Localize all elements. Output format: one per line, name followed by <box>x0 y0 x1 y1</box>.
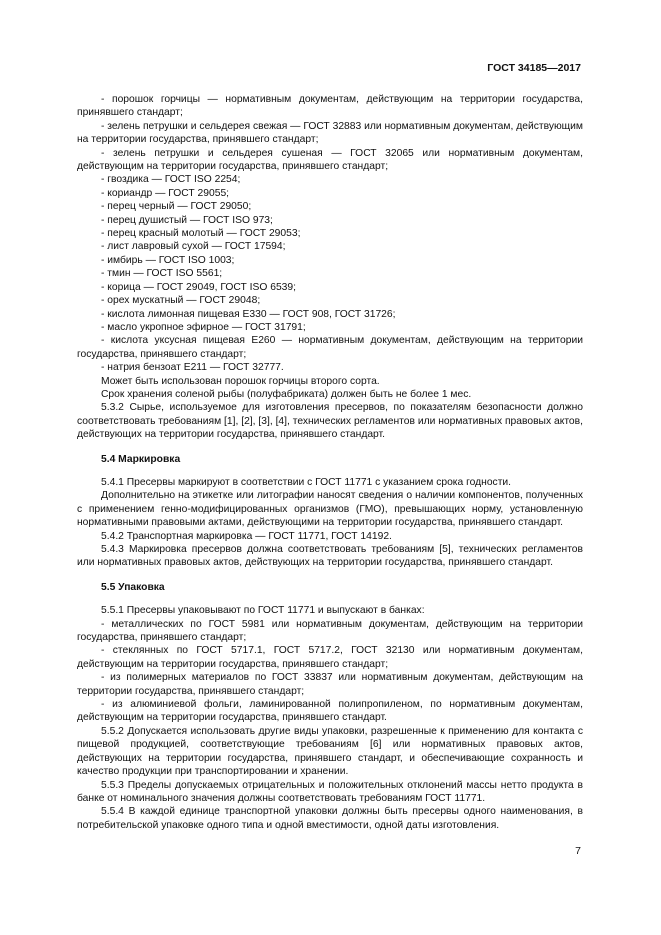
document-body <box>77 93 583 832</box>
paragraph: 5.5.4 В каждой единице транспортной упаковки должны быть пресервы одного наименования, в потребительской упаковке одного типа и одной вместимости, одной даты изготовления. <box>77 806 583 831</box>
list-item: - масло укропное эфирное — ГОСТ 31791; <box>101 321 306 333</box>
paragraph: Дополнительно на этикетке или литографии наносят сведения о наличии компонентов, полученных с применением генно-модифицированных организмов (ГМО), превышающих норму, установленную нормативными правовыми актами, действующими на территории государства, принявшего стандарт. <box>77 490 583 529</box>
list-item: - корица — ГОСТ 29049, ГОСТ ISO 6539; <box>101 281 296 293</box>
list-item: - тмин — ГОСТ ISO 5561; <box>101 268 223 280</box>
paragraph: Срок хранения соленой рыбы (полуфабриката) должен быть не более 1 мес. <box>101 388 472 400</box>
paragraph: 5.4.3 Маркировка пресервов должна соответствовать требованиям [5], технических регламентов или нормативных правовых актов, действующих на территории государства, принявшего стандарт. <box>77 544 583 569</box>
list-item: - кислота лимонная пищевая Е330 — ГОСТ 908, ГОСТ 31726; <box>101 308 396 320</box>
section-packaging <box>77 604 583 832</box>
list-item: - перец душистый — ГОСТ ISO 973; <box>101 214 273 226</box>
list-item: - металлических по ГОСТ 5981 или нормативным документам, действующим на территории государства, принявшего стандарт; <box>77 618 583 644</box>
list-item: - кислота уксусная пищевая Е260 — нормативным документам, действующим на территории государства, принявшего стандарт; <box>77 335 583 360</box>
list-item: - из алюминиевой фольги, ламинированной полипропиленом, по нормативным документам, действующим на территории государства, принявшего стандарт. <box>77 699 583 724</box>
list-item: - из полимерных материалов по ГОСТ 33837 или нормативным документам, действующим на территории государства, принявшего стандарт; <box>77 672 583 697</box>
paragraph: 5.3.2 Сырье, используемое для изготовления пресервов, по показателям безопасности должно соответствовать требованиям [1], [2], [3], [4], технических регламентов или нормативных правовых актов, действующих на территории государства, принявшего стандарт. <box>77 402 583 441</box>
list-item: - имбирь — ГОСТ ISO 1003; <box>101 254 235 266</box>
list-item: - зелень петрушки и сельдерея свежая — ГОСТ 32883 или нормативным документам, действующим на территории государства, принявшего стандарт; <box>77 120 583 146</box>
section-heading-labeling: 5.4 Маркировка <box>101 453 181 465</box>
list-item: - порошок горчицы — нормативным документам, действующим на территории государства, принявшего стандарт; <box>77 94 583 119</box>
section-labeling <box>77 476 583 570</box>
paragraph: 5.5.1 Пресервы упаковывают по ГОСТ 11771 и выпускают в банках: <box>101 605 425 617</box>
paragraph: 5.5.3 Пределы допускаемых отрицательных и положительных отклонений массы нетто продукта в банке от номинального значения должны соответствовать требованиям ГОСТ 11771. <box>77 779 583 804</box>
list-item: - натрия бензоат Е211 — ГОСТ 32777. <box>101 362 284 374</box>
section-heading-packaging: 5.5 Упаковка <box>101 581 165 593</box>
list-item: - зелень петрушки и сельдерея сушеная — ГОСТ 32065 или нормативным документам, действующим на территории государства, принявшего стандарт; <box>77 147 583 173</box>
list-item: - гвоздика — ГОСТ ISO 2254; <box>101 174 241 186</box>
list-item: - стеклянных по ГОСТ 5717.1, ГОСТ 5717.2, ГОСТ 32130 или нормативным документам, действующим на территории государства, принявшего стандарт; <box>77 645 583 670</box>
paragraph: 5.4.1 Пресервы маркируют в соответствии с ГОСТ 11771 с указанием срока годности. <box>101 476 512 488</box>
list-item: - перец черный — ГОСТ 29050; <box>101 201 252 213</box>
document-number: ГОСТ 34185—2017 <box>487 62 581 74</box>
list-item: - кориандр — ГОСТ 29055; <box>101 187 230 199</box>
paragraph: 5.4.2 Транспортная маркировка — ГОСТ 11771, ГОСТ 14192. <box>101 530 392 542</box>
paragraph: 5.5.2 Допускается использовать другие виды упаковки, разрешенные к применению для контакта с пищевой продукцией, соответствующие требованиям [6] или нормативных правовых актов, действующих на территории государства, принявшего стандарт, и обеспечивающие сохранность и качество продукции при транспортировании и хранении. <box>77 725 583 778</box>
page-number: 7 <box>575 845 581 857</box>
paragraph: Может быть использован порошок горчицы второго сорта. <box>101 375 380 387</box>
ingredients-list <box>77 93 583 442</box>
list-item: - орех мускатный — ГОСТ 29048; <box>101 295 261 307</box>
list-item: - перец красный молотый — ГОСТ 29053; <box>101 228 301 240</box>
list-item: - лист лавровый сухой — ГОСТ 17594; <box>101 241 286 253</box>
